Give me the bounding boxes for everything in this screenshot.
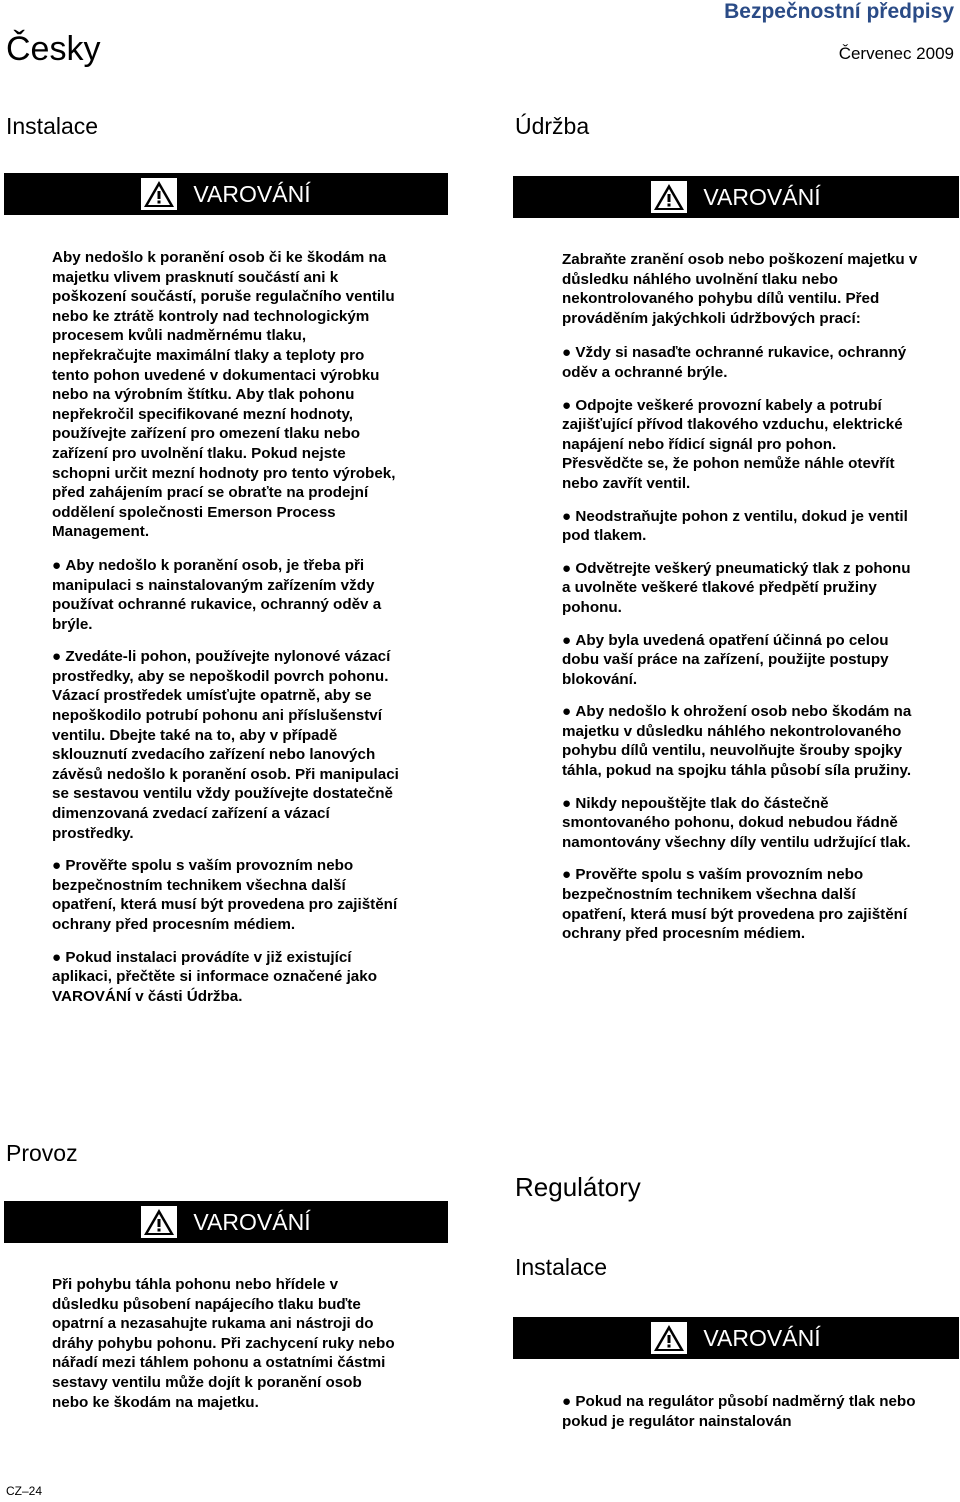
udrzba-warning-text	[562, 250, 918, 957]
section-title: Bezpečnostní předpisy	[724, 0, 954, 23]
warning-label: VAROVÁNÍ	[703, 183, 821, 210]
udrzba-bullet: ● Vždy si nasaďte ochranné rukavice, ochranný oděv a ochranné brýle.	[562, 343, 918, 382]
regulatory-warning-text	[562, 1392, 918, 1444]
warning-triangle-icon	[651, 1322, 687, 1354]
language-title: Česky	[6, 30, 101, 68]
udrzba-bullet: ● Odvětrejte veškerý pneumatický tlak z pohonu a uvolněte veškeré tlakové předpětí pružiny pohonu.	[562, 559, 918, 618]
instalace-warning-text	[52, 248, 402, 1019]
udrzba-intro: Zabraňte zranění osob nebo poškození majetku v důsledku náhlého uvolnění tlaku nebo nekontrolovaného pohybu dílů ventilu. Před prováděním jakýchkoli údržbových prací:	[562, 251, 918, 327]
regulatory-heading: Regulátory	[515, 1172, 641, 1202]
udrzba-bullet: ● Aby nedošlo k ohrožení osob nebo škodám na majetku v důsledku náhlého nekontrolovaného pohybu dílů ventilu, neuvolňujte šrouby spojky táhla, pokud na spojku táhla působí síla pružiny.	[562, 702, 918, 780]
warning-label: VAROVÁNÍ	[703, 1324, 821, 1351]
regulatory-bullet: ● Pokud na regulátor působí nadměrný tlak nebo pokud je regulátor nainstalován	[562, 1392, 918, 1431]
instalace-bullet: ● Aby nedošlo k poranění osob, je třeba při manipulaci s nainstalovaným zařízením vždy používat ochranné rukavice, ochranný oděv a brýle.	[52, 556, 402, 634]
warning-triangle-icon	[141, 178, 177, 210]
udrzba-bullet: ● Prověřte spolu s vaším provozním nebo bezpečnostním technikem všechna další opatření, která musí být provedena pro zajištění ochrany před procesním médiem.	[562, 865, 918, 943]
instalace-heading: Instalace	[6, 113, 99, 139]
provoz-text: Při pohybu táhla pohonu nebo hřídele v důsledku působení napájecího tlaku buďte opatrní a nezasahujte rukama ani nástroji do dráhy pohybu pohonu. Při zachycení ruky nebo nářadí mezi táhlem pohonu a ostatními částmi sestavy ventilu může dojít k poranění osob nebo ke škodám na majetku.	[52, 1276, 395, 1411]
instalace-bullet: ● Zvedáte-li pohon, používejte nylonové vázací prostředky, aby se nepoškodil povrch pohonu. Vázací prostředek umísťujte opatrně, aby se nepoškodilo potrubí pohonu ani příslušenství ventilu. Dbejte také na to, aby v případě sklouznutí zvedacího zařízení nebo lanových závěsů nedošlo k poranění osob. Při manipulaci se sestavou ventilu vždy používejte dostatečně dimenzovaná zvedací zařízení a vázací prostředky.	[52, 647, 402, 843]
udrzba-warning-banner	[513, 176, 959, 218]
instalace-bullet: ● Prověřte spolu s vaším provozním nebo bezpečnostním technikem všechna další opatření, která musí být provedena pro zajištění ochrany před procesním médiem.	[52, 856, 402, 934]
udrzba-heading: Údržba	[515, 113, 590, 139]
warning-label: VAROVÁNÍ	[193, 1208, 311, 1235]
provoz-warning-text	[52, 1275, 402, 1425]
provoz-warning-banner	[4, 1201, 448, 1243]
warning-triangle-icon	[651, 181, 687, 213]
regulatory-subheading: Instalace	[515, 1254, 608, 1280]
udrzba-bullet: ● Odpojte veškeré provozní kabely a potrubí zajišťující přívod tlakového vzduchu, elektrické napájení nebo řídicí signál pro pohon. Přesvědčte se, že pohon nemůže náhle otevřít nebo zavřít ventil.	[562, 396, 918, 494]
regulatory-warning-banner	[513, 1317, 959, 1359]
udrzba-bullet: ● Aby byla uvedená opatření účinná po celou dobu vaší práce na zařízení, použijte postupy blokování.	[562, 631, 918, 690]
page-number: CZ–24	[6, 1484, 43, 1498]
instalace-bullet: ● Pokud instalaci provádíte v již existující aplikaci, přečtěte si informace označené jako VAROVÁNÍ v části Údržba.	[52, 948, 402, 1007]
warning-label: VAROVÁNÍ	[193, 180, 311, 207]
instalace-warning-banner	[4, 173, 448, 215]
udrzba-bullet: ● Nikdy nepouštějte tlak do částečně smontovaného pohonu, dokud nebudou řádně namontovány všechny díly ventilu udržující tlak.	[562, 794, 918, 853]
instalace-intro: Aby nedošlo k poranění osob či ke škodám na majetku vlivem prasknutí součástí ani k poškození součástí, poruše regulačního ventilu nebo ke ztrátě kontroly nad technologickým procesem kvůli nadměrnému tlaku, nepřekračujte maximální tlaky a teploty pro tento pohon uvedené v dokumentaci výrobku nebo na výrobním štítku. Aby tlak pohonu nepřekročil specifikované mezní hodnoty, používejte zařízení pro omezení tlaku nebo zařízení pro uvolnění tlaku. Pokud nejste schopni určit mezní hodnoty pro tento výrobek, před zahájením prací se obraťte na prodejní oddělení společnosti Emerson Process Management.	[52, 249, 396, 541]
provoz-heading: Provoz	[6, 1140, 78, 1166]
warning-triangle-icon	[141, 1206, 177, 1238]
publication-date: Červenec 2009	[838, 44, 954, 63]
udrzba-bullet: ● Neodstraňujte pohon z ventilu, dokud je ventil pod tlakem.	[562, 507, 918, 546]
